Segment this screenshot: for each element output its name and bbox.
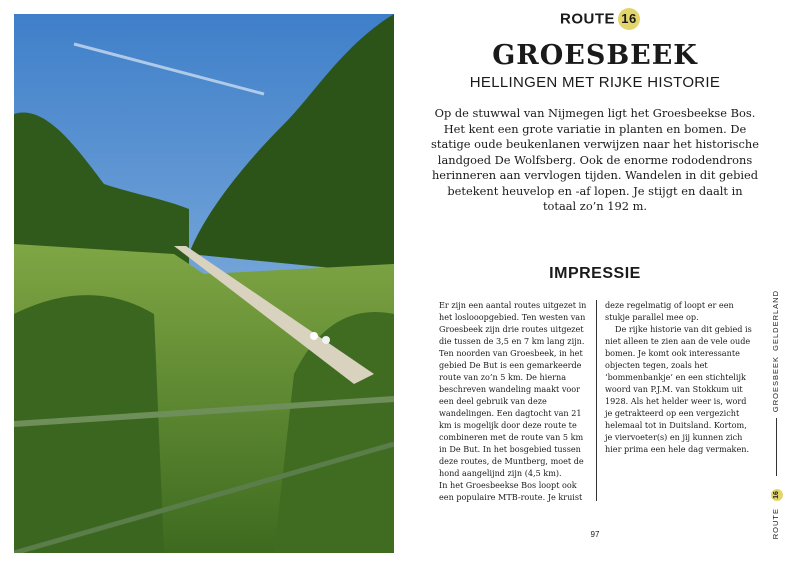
- paragraph: De rijke historie van dit gebied is niet alleen te zien aan de vele oude bomen. Je komt ook interessante objecten tegen, zoals het ‘bommenbankje’ en een stichtelijk woord van P.J.M. van Stokkum uit 1928. Als het helder weer is, word je getrakteerd op een vergezicht helemaal tot in Duitsland. Kortom, je viervoeter(s) en jij kunnen zich hier prima een hele dag vermaken.: [605, 324, 752, 454]
- side-place-label: GROESBEEK: [771, 356, 780, 413]
- route-photo: [14, 14, 394, 553]
- side-route-number-badge: 16: [771, 489, 783, 501]
- intro-paragraph: Op de stuwwal van Nijmegen ligt het Groesbeekse Bos. Het kent een grote variatie in planten en bomen. De statige oude beukenlanen verwijzen naar het historische landgoed De Wolfsberg. Ook de enorme rododendrons herinneren aan vervlogen tijden. Wandelen in dit gebied betekent heuvelop en -af lopen. Je stijgt en daalt in totaal zo’n 192 m.: [431, 106, 759, 213]
- route-header: [540, 8, 660, 30]
- page-title: GROESBEEK: [492, 40, 698, 71]
- page-number: 97: [590, 530, 600, 539]
- side-route-label: ROUTE: [771, 508, 780, 540]
- paragraph: Er zijn een aantal routes uitgezet in het loslooopgebied. Ten westen van Groesbeek zijn drie routes uitgezet die tussen de 3,5 en 7 km lang zijn. Ten noorden van Groesbeek, in het gebied De But is een gemarkeerde route van zo’n 5 km. De hierna beschreven wandeling maakt voor een deel gebruik van deze wandelingen. Een dagtocht van 21 km is mogelijk door deze route te combineren met de route van 5 km in De But. In het bosgebied tussen deze routes, de Muntberg, moet de hond aangelijnd zijn (4,5 km).: [439, 300, 587, 478]
- section-heading-impressie: IMPRESSIE: [549, 265, 641, 282]
- route-label: ROUTE: [560, 10, 615, 28]
- paragraph: deze regelmatig of loopt er een stukje parallel mee op.: [605, 300, 734, 322]
- route-number-badge: 16: [618, 8, 640, 30]
- side-navigation: [771, 290, 783, 545]
- text-column-1: [439, 299, 589, 503]
- side-divider: [776, 418, 777, 476]
- paragraph: In het Groesbeekse Bos loopt ook een populaire MTB-route. Je kruist: [439, 480, 583, 502]
- text-column-2: [605, 299, 755, 455]
- side-region-label: GELDERLAND: [771, 290, 780, 351]
- photo-icon: [14, 14, 394, 553]
- column-divider: [596, 300, 597, 501]
- page-subtitle: HELLINGEN MET RIJKE HISTORIE: [469, 74, 721, 91]
